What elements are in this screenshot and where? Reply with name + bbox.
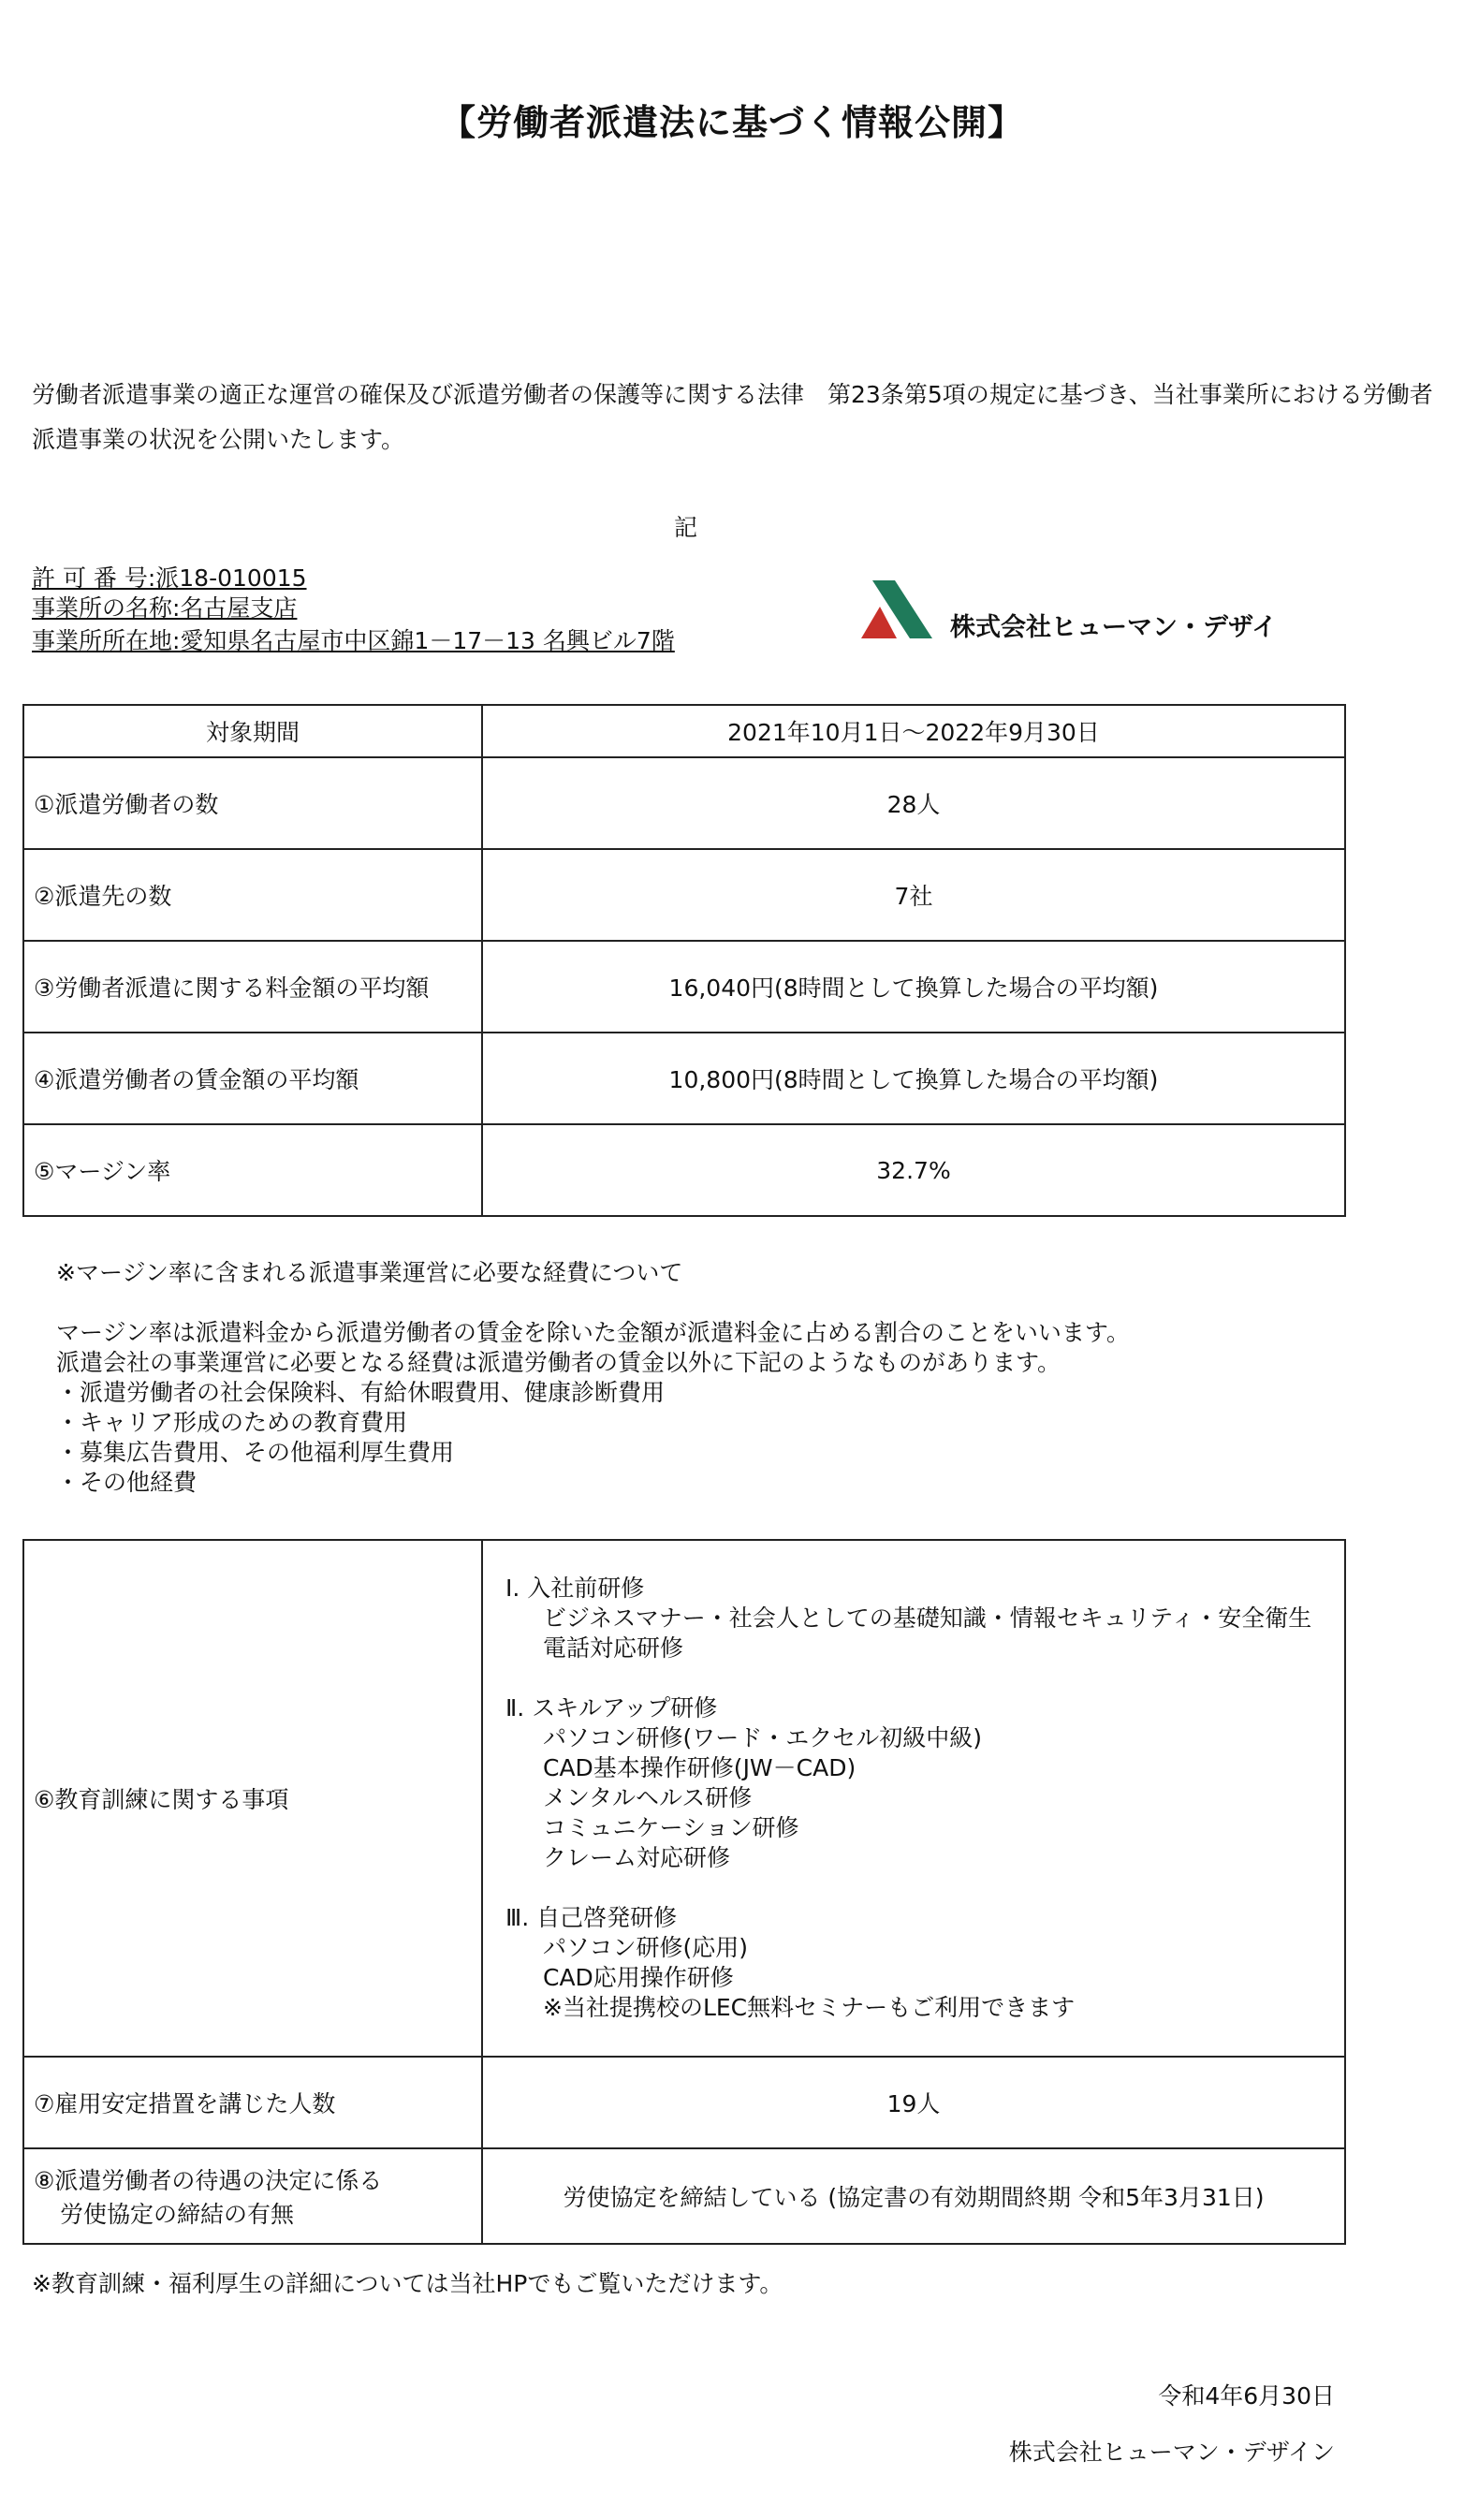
- agreement-label: [23, 2148, 482, 2244]
- table-header-row: [23, 705, 1345, 757]
- office-address: 事業所所在地:愛知県名古屋市中区錦1－17－13 名興ビル7階: [32, 627, 675, 654]
- row-label: ⑤マージン率: [23, 1124, 482, 1216]
- training-item: ビジネスマナー・社会人としての基礎知識・情報セキュリティ・安全衛生: [543, 1604, 1312, 1632]
- employment-value: 19人: [482, 2057, 1345, 2148]
- training-item: メンタルヘルス研修: [543, 1784, 753, 1811]
- training-item: パソコン研修(応用): [543, 1934, 749, 1961]
- table-row: [23, 1124, 1345, 1216]
- training-item: 電話対応研修: [543, 1634, 684, 1662]
- period-value: 2021年10月1日～2022年9月30日: [482, 705, 1345, 757]
- agreement-label-line: 労使協定の締結の有無: [60, 2201, 295, 2228]
- row-value: 32.7%: [482, 1124, 1345, 1216]
- company-name-header: 株式会社ヒューマン・デザイ: [950, 613, 1278, 642]
- training-label: ⑥教育訓練に関する事項: [23, 1540, 482, 2057]
- explanation-line: 派遣会社の事業運営に必要となる経費は派遣労働者の賃金以外に下記のようなものがあります。: [56, 1349, 1061, 1376]
- table-row: [23, 757, 1345, 849]
- training-section: [505, 1693, 1335, 1873]
- training-row: [23, 1540, 1345, 2057]
- period-label: 対象期間: [23, 705, 482, 757]
- training-section: [505, 1574, 1335, 1663]
- company-name-footer: 株式会社ヒューマン・デザイン: [1008, 2439, 1335, 2466]
- table-row: [23, 849, 1345, 941]
- training-item: ※当社提携校のLEC無料セミナーもご利用できます: [543, 1994, 1076, 2021]
- margin-note-title: ※マージン率に含まれる派遣事業運営に必要な経費について: [56, 1259, 683, 1286]
- permit-number: 許 可 番 号:派18-010015: [32, 564, 307, 592]
- company-logo: [859, 579, 934, 640]
- training-item: CAD応用操作研修: [543, 1964, 734, 1991]
- employment-label: ⑦雇用安定措置を講じた人数: [23, 2057, 482, 2148]
- training-item: CAD基本操作研修(JW－CAD): [543, 1754, 856, 1781]
- row-value: 28人: [482, 757, 1345, 849]
- office-name: 事業所の名称:名古屋支店: [32, 594, 298, 622]
- training-heading: Ⅰ. 入社前研修: [505, 1575, 645, 1602]
- row-value: 10,800円(8時間として換算した場合の平均額): [482, 1033, 1345, 1124]
- table-row: [23, 1033, 1345, 1124]
- row-label: ②派遣先の数: [23, 849, 482, 941]
- explanation-line: ・派遣労働者の社会保険料、有給休暇費用、健康診断費用: [56, 1379, 666, 1406]
- ki-marker: 記: [674, 514, 698, 541]
- explanation-line: ・キャリア形成のための教育費用: [56, 1409, 408, 1436]
- training-content: [482, 1540, 1345, 2057]
- row-label: ③労働者派遣に関する料金額の平均額: [23, 941, 482, 1033]
- document-date: 令和4年6月30日: [1158, 2382, 1335, 2410]
- training-item: クレーム対応研修: [543, 1844, 731, 1871]
- disclosure-table: [22, 704, 1346, 1217]
- row-label: ④派遣労働者の賃金額の平均額: [23, 1033, 482, 1124]
- footnote: ※教育訓練・福利厚生の詳細については当社HPでもご覧いただけます。: [32, 2270, 783, 2297]
- explanation-line: ・募集広告費用、その他福利厚生費用: [56, 1439, 455, 1466]
- training-item: コミュニケーション研修: [543, 1814, 799, 1841]
- training-item: パソコン研修(ワード・エクセル初級中級): [543, 1724, 983, 1751]
- employment-row: [23, 2057, 1345, 2148]
- training-section: [505, 1903, 1335, 2023]
- explanation-line: マージン率は派遣料金から派遣労働者の賃金を除いた金額が派遣料金に占める割合のことをいいます。: [56, 1319, 1130, 1346]
- logo-left-triangle: [861, 607, 897, 638]
- agreement-row: [23, 2148, 1345, 2244]
- table-row: [23, 941, 1345, 1033]
- row-value: 16,040円(8時間として換算した場合の平均額): [482, 941, 1345, 1033]
- agreement-label-line: ⑧派遣労働者の待遇の決定に係る: [34, 2167, 383, 2194]
- agreement-value: 労使協定を締結している (協定書の有効期間終期 令和5年3月31日): [482, 2148, 1345, 2244]
- explanation-line: ・その他経費: [56, 1469, 198, 1496]
- row-label: ①派遣労働者の数: [23, 757, 482, 849]
- row-value: 7社: [482, 849, 1345, 941]
- intro-paragraph: 労働者派遣事業の適正な運営の確保及び派遣労働者の保護等に関する法律 第23条第5項の規定に基づき、当社事業所における労働者派遣事業の状況を公開いたします。: [32, 381, 1433, 453]
- margin-explanation: [56, 1318, 1130, 1498]
- training-table: [22, 1539, 1346, 2245]
- training-heading: Ⅲ. 自己啓発研修: [505, 1904, 678, 1931]
- training-heading: Ⅱ. スキルアップ研修: [505, 1694, 718, 1722]
- page-title: 【労働者派遣法に基づく情報公開】: [439, 102, 1024, 143]
